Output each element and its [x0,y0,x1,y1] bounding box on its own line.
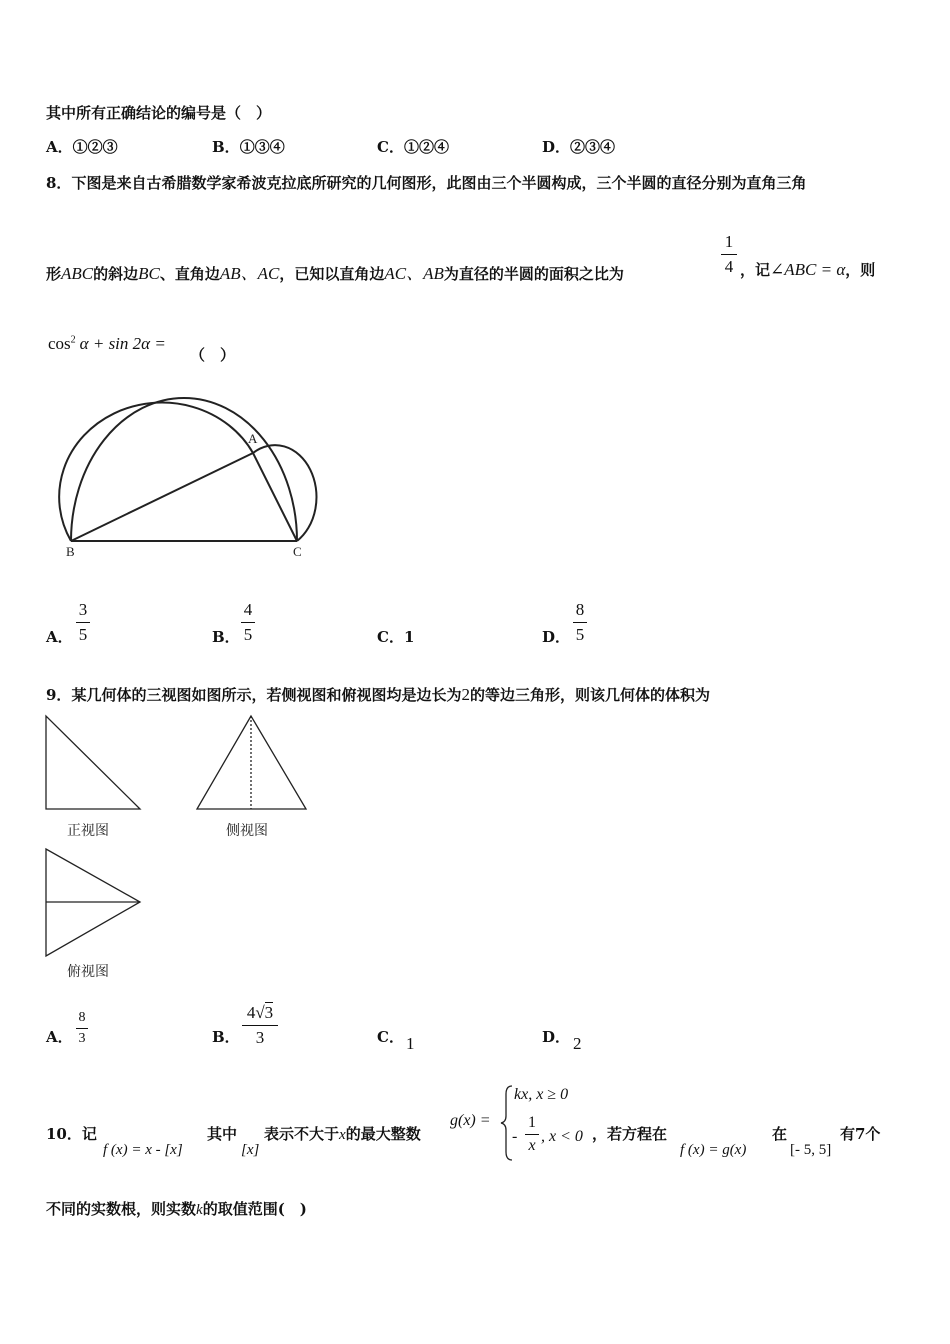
q9-option-c-letter[interactable]: C． [377,1028,404,1046]
q8-option-c[interactable]: C．1 [377,628,415,646]
prev-option-d[interactable]: D．②③④ [542,138,616,156]
q8-line1: 8．下图是来自古希腊数学家希波克拉底所研究的几何图形，此图由三个半圆构成，三个半圆的直径分别为直角三角 [46,174,807,192]
q10-line2: 不同的实数根，则实数k的取值范围( ) [46,1200,307,1218]
q8-option-a-letter[interactable]: A． [46,628,73,646]
q10-f-definition: f (x) = x - [x] [103,1142,183,1158]
figure-label-c: C [293,544,302,559]
prev-option-c[interactable]: C．①②④ [377,138,449,156]
q10-g-lhs: g(x) = [450,1112,491,1129]
q10-zai: 在 [772,1125,788,1143]
q10-description: 表示不大于x的最大整数 [264,1125,421,1143]
q9-option-a-value: 8 3 [76,1010,88,1047]
q10-ruo: ，若方程在 [592,1125,668,1143]
q8-option-a-value: 3 5 [76,600,90,645]
q8-option-d-letter[interactable]: D． [542,628,571,646]
figure-label-b: B [66,544,75,559]
q8-line2-tail: ，记∠ABC = α，则 [740,260,876,279]
q10-equation: f (x) = g(x) [680,1142,747,1158]
q9-number: 9． [46,686,72,704]
q8-option-d-value: 8 5 [573,600,587,645]
q10-case1: kx, x ≥ 0 [514,1086,569,1103]
q10-case2-minus: - [512,1128,518,1145]
prev-option-b[interactable]: B．①③④ [212,138,285,156]
prev-question-stem: 其中所有正确结论的编号是（ ） [46,104,272,122]
caption-top-view: 俯视图 [67,964,109,980]
q10-number: 10．记 [46,1125,97,1143]
q8-expression: $\cos^2 \alpha + \sin 2\alpha$ = [48,334,166,353]
q9-option-b-value: 4√3 3 [242,1003,278,1048]
q9-option-a-letter[interactable]: A． [46,1028,73,1046]
q9-stem: 9．某几何体的三视图如图所示，若侧视图和俯视图均是边长为2的等边三角形，则该几何体的体积为 [46,685,710,704]
q10-case2-tail: , x < 0 [541,1128,583,1145]
q9-option-d-letter[interactable]: D． [542,1028,571,1046]
q10-qizhong: 其中 [207,1125,238,1143]
q8-line2: 形ABC的斜边BC、直角边AB、AC，已知以直角边AC、AB为直径的半圆的面积之比为 [46,264,624,283]
q10-interval: [- 5, 5] [790,1142,832,1158]
q9-option-b-letter[interactable]: B． [212,1028,240,1046]
q8-option-b-letter[interactable]: B． [212,628,240,646]
q8-ratio-fraction: 1 4 [721,232,737,277]
q9-option-d-value: 2 [573,1034,582,1053]
q10-you-count: 有7个 [840,1125,881,1143]
prev-option-a[interactable]: A．①②③ [46,138,118,156]
caption-side-view: 侧视图 [226,823,268,839]
q10-case2-fraction: 1 x [525,1114,539,1155]
q8-option-b-value: 4 5 [241,600,255,645]
q10-bracket-x: [x] [241,1142,260,1158]
caption-front-view: 正视图 [67,823,109,839]
figure-label-a: A [248,431,258,446]
q8-number: 8． [46,174,72,192]
q9-option-c-value: 1 [406,1034,415,1053]
q8-answer-paren: （ ） [190,346,236,364]
